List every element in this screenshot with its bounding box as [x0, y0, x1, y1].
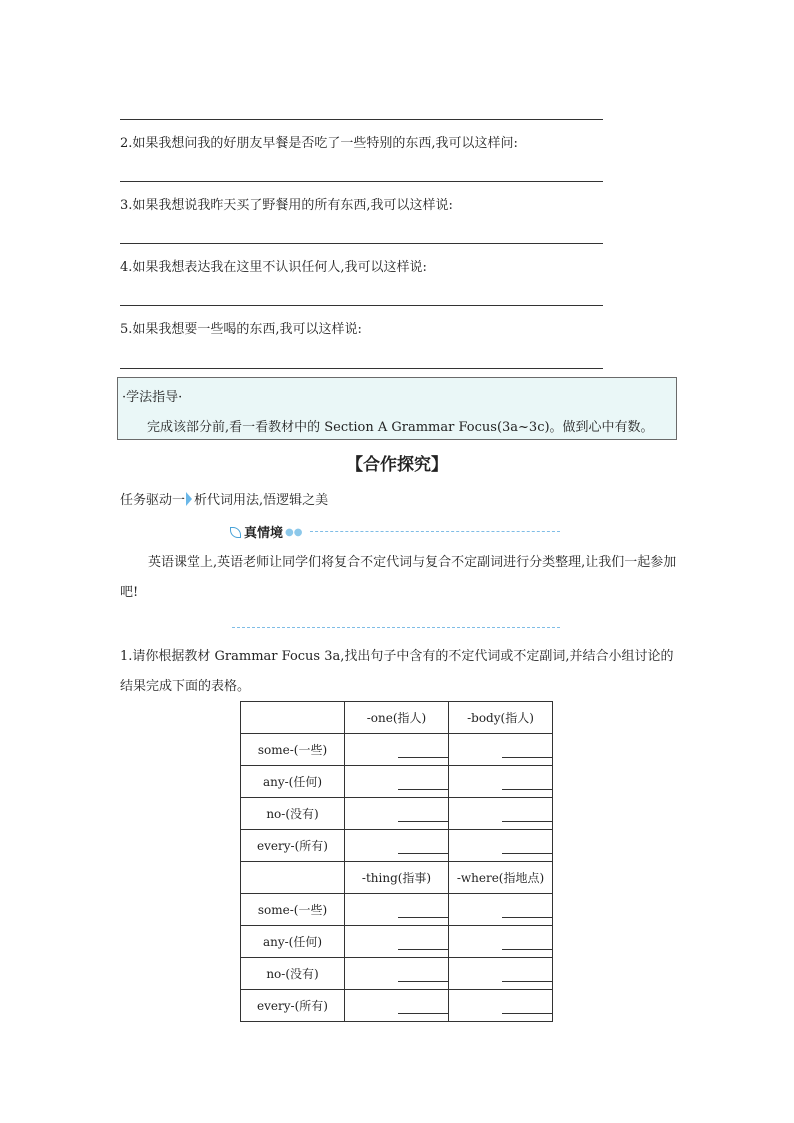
answer-blank-cell[interactable] — [449, 990, 553, 1022]
row-label: any-(任何) — [241, 766, 345, 798]
question-5: 5.如果我想要一些喝的东西,我可以这样说: — [120, 322, 362, 337]
answer-line-3[interactable] — [120, 243, 603, 244]
table-row — [241, 734, 553, 766]
answer-blank-cell[interactable] — [449, 830, 553, 862]
table-header-cell — [241, 702, 345, 734]
study-guide-text: 完成该部分前,看一看教材中的 Section A Grammar Focus(3a~3c)。做到心中有数。 — [147, 420, 654, 435]
table-row — [241, 926, 553, 958]
answer-blank-cell[interactable] — [449, 958, 553, 990]
table-row — [241, 766, 553, 798]
answer-line-2[interactable] — [120, 181, 603, 182]
answer-blank-cell[interactable] — [345, 958, 449, 990]
table-header-row — [241, 702, 553, 734]
answer-blank-cell[interactable] — [345, 990, 449, 1022]
table-row — [241, 990, 553, 1022]
answer-blank-cell[interactable] — [345, 734, 449, 766]
answer-blank-cell[interactable] — [449, 926, 553, 958]
question-4: 4.如果我想表达我在这里不认识任何人,我可以这样说: — [120, 260, 427, 275]
row-label: every-(所有) — [241, 990, 345, 1022]
answer-blank-cell[interactable] — [345, 926, 449, 958]
table-header-cell: -thing(指事) — [345, 862, 449, 894]
task-heading — [120, 489, 328, 508]
answer-blank-cell[interactable] — [345, 766, 449, 798]
row-label: some-(一些) — [241, 894, 345, 926]
answer-blank-cell[interactable] — [345, 830, 449, 862]
arrow-marker-icon — [186, 492, 192, 506]
scene-label-text: 真情境 — [244, 526, 284, 541]
task-prefix: 任务驱动一 — [120, 493, 186, 508]
table-header-cell: -body(指人) — [449, 702, 553, 734]
row-label: any-(任何) — [241, 926, 345, 958]
classification-table — [240, 701, 553, 1022]
scene-divider-bottom — [232, 627, 560, 628]
scene-label — [230, 522, 302, 541]
table-row — [241, 798, 553, 830]
table-header-cell: -where(指地点) — [449, 862, 553, 894]
row-label: every-(所有) — [241, 830, 345, 862]
dots-icon: ●● — [285, 527, 303, 538]
row-label: no-(没有) — [241, 798, 345, 830]
task-1-instruction: 1.请你根据教材 Grammar Focus 3a,找出句子中含有的不定代词或不定副词,并结合小组讨论的结果完成下面的表格。 — [120, 649, 674, 694]
answer-blank-cell[interactable] — [345, 798, 449, 830]
section-title: 【合作探究】 — [346, 455, 448, 475]
scene-text: 英语课堂上,英语老师让同学们将复合不定代词与复合不定副词进行分类整理,让我们一起参加吧! — [120, 555, 677, 600]
table-header-cell: -one(指人) — [345, 702, 449, 734]
row-label: some-(一些) — [241, 734, 345, 766]
table-row — [241, 830, 553, 862]
leaf-icon — [230, 527, 241, 538]
answer-blank-cell[interactable] — [449, 798, 553, 830]
answer-line-4[interactable] — [120, 305, 603, 306]
row-label: no-(没有) — [241, 958, 345, 990]
study-guide-title: ·学法指导· — [122, 390, 183, 405]
table-header-cell — [241, 862, 345, 894]
table-row — [241, 894, 553, 926]
answer-blank-cell[interactable] — [449, 894, 553, 926]
table-header-row — [241, 862, 553, 894]
answer-blank-cell[interactable] — [449, 734, 553, 766]
answer-blank-cell[interactable] — [449, 766, 553, 798]
scene-divider-top — [310, 531, 560, 532]
answer-blank-cell[interactable] — [345, 894, 449, 926]
answer-line-5[interactable] — [120, 368, 603, 369]
table-row — [241, 958, 553, 990]
answer-line-1[interactable] — [120, 119, 603, 120]
study-guide-box — [117, 377, 677, 440]
question-3: 3.如果我想说我昨天买了野餐用的所有东西,我可以这样说: — [120, 198, 453, 213]
question-2: 2.如果我想问我的好朋友早餐是否吃了一些特别的东西,我可以这样问: — [120, 136, 518, 151]
task-suffix: 析代词用法,悟逻辑之美 — [194, 493, 329, 508]
